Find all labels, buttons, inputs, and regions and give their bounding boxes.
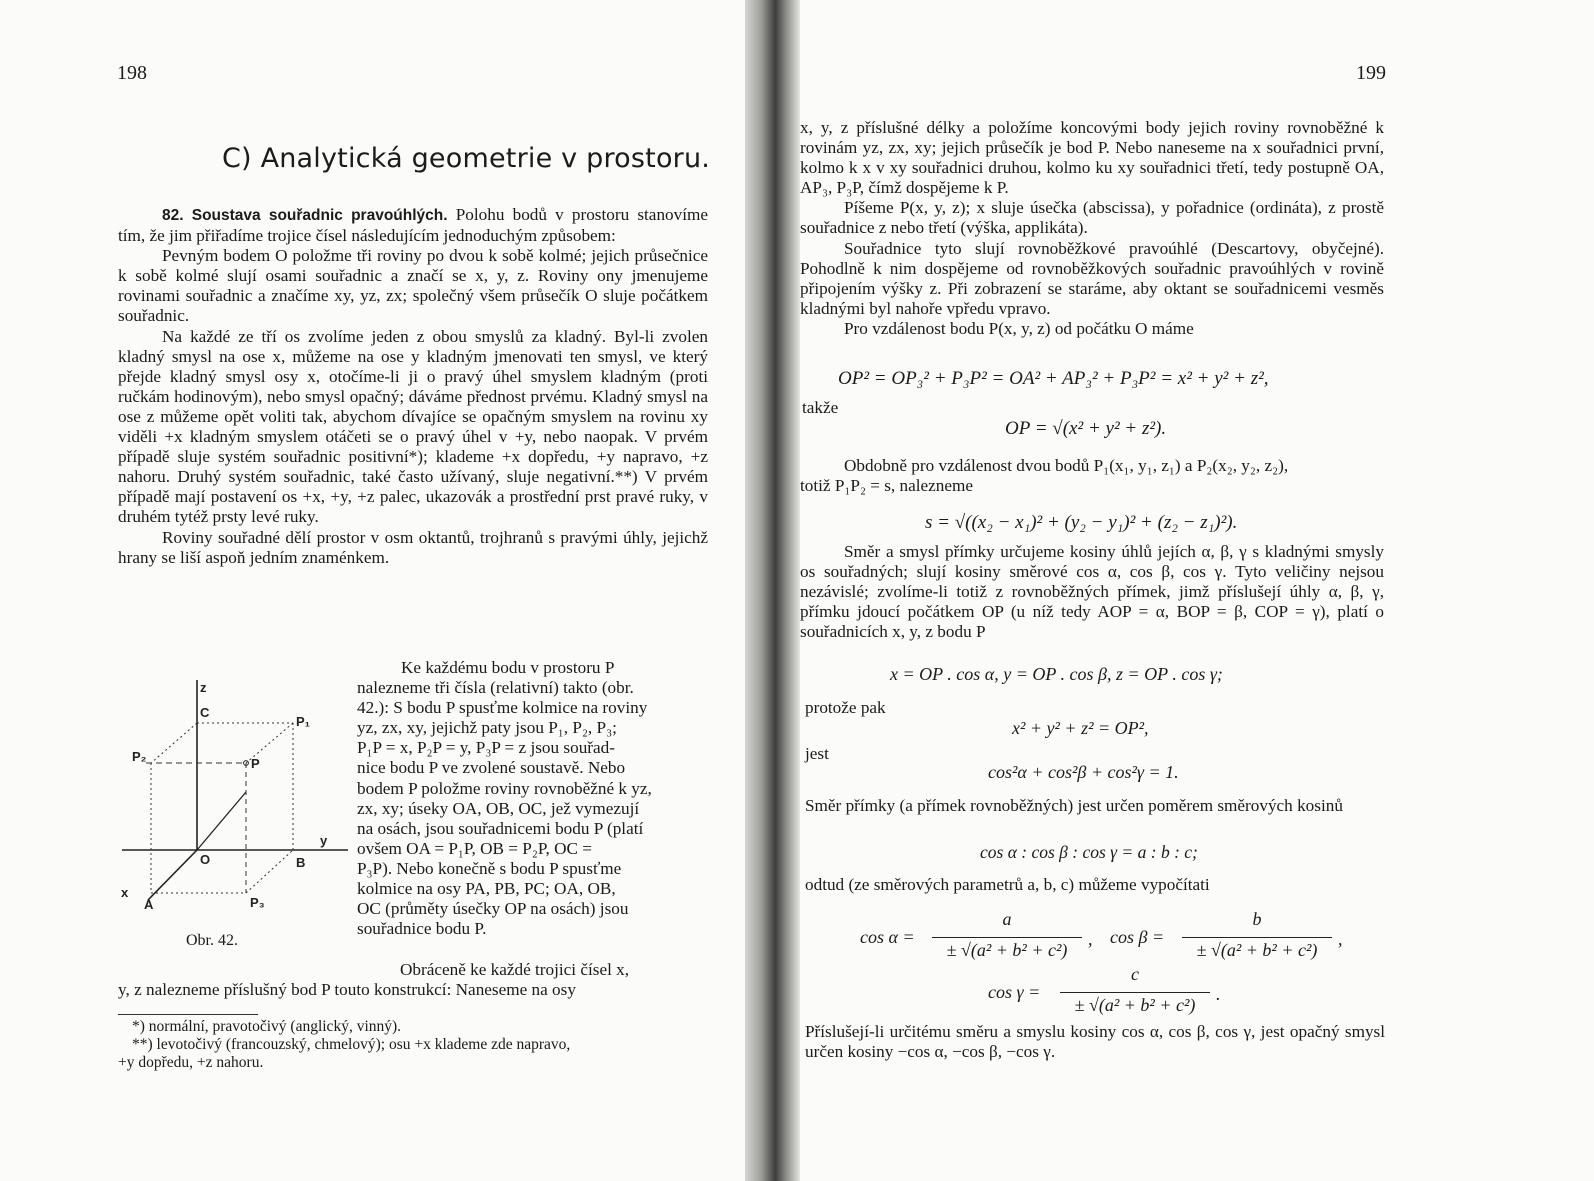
section-number: 82. (162, 207, 184, 224)
word-protoze-pak: protože pak (805, 698, 886, 717)
paragraph-4-line: souřadnice bodu P. (357, 919, 487, 939)
paragraph-3: Roviny souřadné dělí prostor v osm oktantů, trojhranů s pravými úhly, jejichž hrany se liší aspoň jedním znaménkem. (118, 527, 708, 567)
fraction-numerator: a (1002, 909, 1012, 929)
figure-42 (118, 675, 354, 915)
fraction-denominator: ± √(a² + b² + c²) (946, 940, 1068, 960)
paragraph-5-line-1: Obráceně ke každé trojici čísel x, (400, 960, 630, 979)
paragraph-4-line: P₃P). Nebo konečně s bodu P spusťme (357, 858, 622, 878)
fraction-cos-beta (1110, 909, 1370, 969)
paragraph-4-line: OC (průměty úsečky OP na osách) jsou (357, 899, 629, 919)
page-number: 199 (1356, 62, 1386, 84)
word-takze: takže (802, 398, 839, 417)
figure-label-a: A (144, 897, 154, 912)
equation-distance-s: s = √((x₂ − x₁)² + (y₂ − y₁)² + (z₂ − z₁)²). (925, 512, 1238, 533)
footnote-rule (118, 1014, 258, 1015)
paragraph-1: x, y, z příslušné délky a položíme koncovými body jejich roviny rovnoběžné k rovinám yz, zx, xy; jejich průsečík je bod P. Nebo naneseme na x souřadnici první, kolmo k x v xy souřadnici druhou, kolmo ku xy souřadnici třetí, tedy postupně OA, AP₃, P₃P, čímž dospějeme k P. (800, 118, 1384, 198)
fraction-left: cos β = (1110, 927, 1165, 947)
paragraph-4-line: nice bodu P ve zvolené soustavě. Nebo (357, 758, 626, 778)
figure-label-c: C (200, 705, 210, 720)
figure-label-z: z (200, 680, 207, 695)
paragraph-9-block (805, 1022, 1385, 1062)
fraction-trail: , (1088, 929, 1093, 949)
figure-label-o: O (200, 852, 211, 867)
paragraph-4 (357, 658, 709, 939)
figure-caption: Obr. 42. (186, 932, 238, 949)
figure-label-b: B (296, 855, 306, 870)
figure-label-p3: P₃ (250, 895, 265, 910)
fraction-denominator: ± √(a² + b² + c²) (1074, 995, 1196, 1015)
paragraph-4-line: nalezneme tři čísla (relativní) takto (obr. (357, 678, 634, 698)
equation-cos-sum: cos²α + cos²β + cos²γ = 1. (988, 762, 1179, 782)
paragraph-7: Směr přímky (a přímek rovnoběžných) jest určen poměrem směrových kosinů (805, 796, 1343, 815)
figure-label-y: y (320, 833, 328, 848)
paragraph-7-block (805, 796, 1385, 816)
paragraph-9: Příslušejí-li určitému směru a smyslu kosiny cos α, cos β, cos γ, jest opačný smysl určen kosiny −cos α, −cos β, −cos γ. (805, 1022, 1385, 1062)
paragraph-5-line-1: Obdobně pro vzdálenost dvou bodů P₁(x₁, y₁, z₁) a P₂(x₂, y₂, z₂), (844, 456, 1289, 475)
paragraph-4-line: na osách, jsou souřadnicemi bodu P (platí (357, 818, 644, 838)
paragraph-5-line-2: totiž P₁P₂ = s, nalezneme (800, 476, 973, 496)
paragraph-4-line: P₁P = x, P₂P = y, P₃P = z jsou souřad- (357, 738, 615, 758)
paragraph-4-line: 42.): S bodu P spusťme kolmice na roviny (357, 698, 648, 718)
fraction-bar (1060, 992, 1210, 993)
right-page (800, 0, 1594, 1181)
paragraph-4-line: zx, xy; úseky OA, OB, OC, jež vymezují (357, 798, 640, 818)
paragraph-4-line: Ke každému bodu v prostoru P (401, 658, 615, 677)
paragraph-4-line: yz, zx, xy, jejichž paty jsou P₁, P₂, P₃; (357, 718, 617, 738)
footnote-2-line-2: +y dopředu, +z nahoru. (118, 1054, 264, 1071)
paragraph-2: Na každé ze tří os zvolíme jeden z obou smyslů za kladný. Byl-li zvolen kladný smysl na ose x, můžeme na ose y kladným jmenovati ten smysl, ve který přejde kladný smysl osy x, otočíme-li ji o pravý úhel smyslem kladným (proti ručkám hodinovým), nebo smysl opačný; dáváme přednost prvému. Kladný smysl na ose z můžeme opět voliti tak, abychom dívajíce se opačným smyslem na rovinu xy viděli +x kladným smyslem otáčeti se o pravý úhel v +y, nebo naopak. V prvém případě sluje systém souřadnic positivní*); klademe +x dopředu, +y napravo, +z nahoru. Druhý systém souřadnic, také často užívaný, sluje negativní.**) V prvém případě mají postavení os +x, +y, +z palec, ukazovák a prostřední prst pravé ruky, v druhém tytéž prsty levé ruky. (118, 326, 708, 527)
word-jest: jest (805, 744, 829, 763)
paragraph-3: Souřadnice tyto slují rovnoběžkové pravoúhlé (Descartovy, obyčejné). Pohodlně k nim dospějeme od rovnoběžkových souřadnic pravoúhlých v rovině připojením výšky z. Při zobrazení se staráme, aby oktant se souřadnicemi vesměs kladnými byl nahoře vpředu vpravo. (800, 238, 1384, 318)
equation-op-squared: OP² = OP₃² + P₃P² = OA² + AP₃² + P₃P² = x² + y² + z², (838, 368, 1269, 389)
figure-label-x: x (121, 885, 129, 900)
fraction-numerator: c (1131, 964, 1139, 984)
paragraph-6-block (800, 542, 1384, 642)
section-82 (118, 205, 708, 568)
fraction-left: cos γ = (988, 982, 1041, 1002)
fraction-cos-alpha (860, 909, 1150, 969)
figure-label-p2: P₂ (132, 749, 147, 764)
book-gutter (745, 0, 800, 1181)
section-heading: C) Analytická geometrie v prostoru. (222, 143, 711, 174)
page-number: 198 (117, 62, 147, 84)
fraction-left: cos α = (860, 927, 915, 947)
equation-ratio: cos α : cos β : cos γ = a : b : c; (980, 842, 1198, 862)
fraction-trail: . (1216, 984, 1221, 1004)
fraction-denominator: ± √(a² + b² + c²) (1196, 940, 1318, 960)
fraction-numerator: b (1252, 909, 1262, 929)
paragraph-4: Pro vzdálenost bodu P(x, y, z) od počátku O máme (844, 318, 1194, 338)
fraction-cos-gamma (988, 964, 1248, 1024)
figure-label-p: P (251, 756, 260, 771)
fraction-bar (932, 937, 1082, 938)
fraction-bar (1182, 937, 1332, 938)
paragraph-4-line: ovšem OA = P₁P, OB = P₂P, OC = (357, 838, 592, 858)
section-intro: Polohu bodů v prostoru stanovíme tím, že jim přiřadíme trojice čísel následujícím jednoduchým způsobem: (118, 205, 708, 246)
fraction-trail: , (1338, 929, 1343, 949)
paragraph-4-line: kolmice na osy PA, PB, PC; OA, OB, (357, 879, 616, 899)
paragraph-1: Pevným bodem O položme tři roviny po dvou k sobě kolmé; jejich průsečnice k sobě kolmé slují osami souřadnic a značí se x, y, z. Roviny ony jmenujeme rovinami souřadnic a značíme xy, yz, zx; společný všem průsečík O sluje počátkem souřadnic. (118, 246, 708, 326)
equation-op: OP = √(x² + y² + z²). (1005, 418, 1167, 439)
paragraph-8: odtud (ze směrových parametrů a, b, c) můžeme vypočítati (805, 875, 1210, 894)
figure-label-p1: P₁ (296, 714, 311, 729)
paragraphs-top (800, 118, 1384, 339)
paragraph-4-line: bodem P položme roviny rovnoběžné k yz, (357, 778, 652, 798)
equation-sum-squares: x² + y² + z² = OP², (1012, 718, 1149, 738)
paragraph-5 (800, 456, 1384, 496)
paragraph-5-line-2: y, z nalezneme příslušný bod P touto konstrukcí: Naneseme na osy (118, 980, 576, 999)
section-title: Soustava souřadnic pravoúhlých. (191, 207, 448, 224)
footnote-1: *) normální, pravotočivý (anglický, vinný). (132, 1018, 402, 1035)
left-page (0, 0, 745, 1181)
footnote-2-line-1: **) levotočivý (francouzský, chmelový); osu +x klademe zde napravo, (132, 1036, 571, 1053)
paragraph-6: Směr a smysl přímky určujeme kosiny úhlů jejích α, β, γ s kladnými smysly os souřadných; slují kosiny směrové cos α, cos β, cos γ. Tyto veličiny nejsou nezávislé; zvolíme-li totiž z rovnoběžných přímek, jimž příslušejí úhly α, β, γ, přímku jdoucí počátkem OP (u níž tedy AOP = α, BOP = β, COP = γ), platí o souřadnicích x, y, z bodu P (800, 542, 1384, 642)
paragraph-2: Píšeme P(x, y, z); x sluje úsečka (abscissa), y pořadnice (ordináta), z prostě souřadnice z nebo třetí (výška, applikáta). (800, 198, 1384, 238)
equation-coordinates: x = OP . cos α, y = OP . cos β, z = OP . cos γ; (890, 664, 1223, 684)
